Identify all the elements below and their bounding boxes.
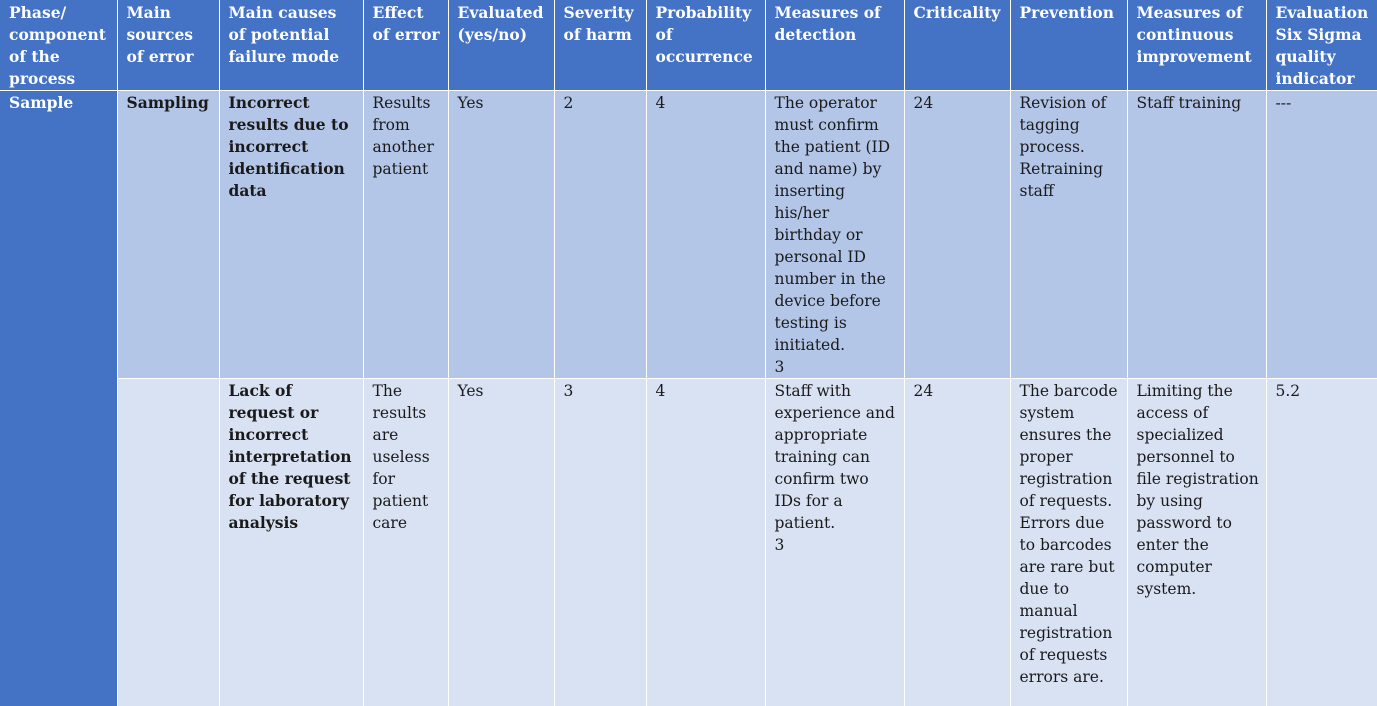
evaluated-cell: Yes	[448, 379, 554, 706]
cause-cell: Lack of request or incorrect interpretation of the request for laboratory analysis	[219, 379, 363, 706]
header-phase: Phase/ component of the process	[0, 0, 117, 91]
criticality-cell: 24	[904, 91, 1010, 379]
header-effect: Effect of error	[363, 0, 448, 91]
severity-cell: 2	[554, 91, 646, 379]
detection-cell: The operator must confirm the patient (ID and name) by inserting his/her birthday or personal ID number in the device before testing is initiated. 3	[765, 91, 904, 379]
effect-cell: The results are useless for patient care	[363, 379, 448, 706]
criticality-cell: 24	[904, 379, 1010, 706]
header-main-sources: Main sources of error	[117, 0, 219, 91]
header-evaluated: Evaluated (yes/no)	[448, 0, 554, 91]
header-row	[0, 0, 1377, 91]
header-detection: Measures of detection	[765, 0, 904, 91]
header-main-causes: Main causes of potential failure mode	[219, 0, 363, 91]
effect-cell: Results from another patient	[363, 91, 448, 379]
prevention-cell: Revision of tagging process. Retraining staff	[1010, 91, 1127, 379]
probability-cell: 4	[646, 91, 765, 379]
source-cell: Sampling	[117, 91, 219, 379]
prevention-cell: The barcode system ensures the proper registration of requests. Errors due to barcodes are rare but due to manual registration of requests errors are.	[1010, 379, 1127, 706]
improvement-cell: Staff training	[1127, 91, 1266, 379]
table-row	[0, 91, 1377, 379]
cause-cell: Incorrect results due to incorrect identification data	[219, 91, 363, 379]
improvement-cell: Limiting the access of specialized personnel to file registration by using password to enter the computer system.	[1127, 379, 1266, 706]
detection-cell: Staff with experience and appropriate training can confirm two IDs for a patient. 3	[765, 379, 904, 706]
phase-cell: Sample	[0, 91, 117, 706]
table-row	[0, 379, 1377, 706]
header-prevention: Prevention	[1010, 0, 1127, 91]
evaluated-cell: Yes	[448, 91, 554, 379]
header-sigma: Evaluation Six Sigma quality indicator	[1266, 0, 1377, 91]
probability-cell: 4	[646, 379, 765, 706]
header-probability: Probability of occurrence	[646, 0, 765, 91]
header-improvement: Measures of continuous improvement	[1127, 0, 1266, 91]
severity-cell: 3	[554, 379, 646, 706]
source-cell	[117, 379, 219, 706]
header-criticality: Criticality	[904, 0, 1010, 91]
sigma-cell: ---	[1266, 91, 1377, 379]
header-severity: Severity of harm	[554, 0, 646, 91]
sigma-cell: 5.2	[1266, 379, 1377, 706]
